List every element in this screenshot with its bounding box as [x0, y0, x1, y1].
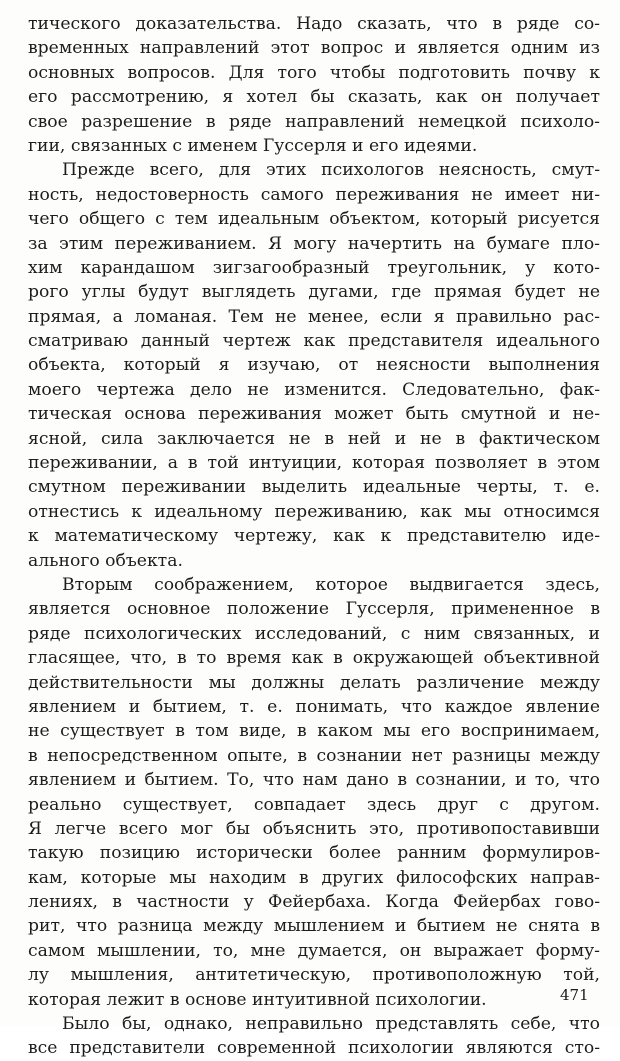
text-line: смутном переживании выделить идеальные черты, т. е.: [28, 477, 600, 498]
text-line: Прежде всего, для этих психологов неясность, смут-: [62, 160, 600, 181]
text-line: сматриваю данный чертеж как представителя идеального: [28, 331, 600, 352]
text-line: ность, недостоверность самого переживания не имеет ни-: [28, 184, 600, 205]
text-line: ясной, сила заключается не в ней и не в фактическом: [28, 428, 600, 449]
text-line: моего чертежа дело не изменится. Следовательно, фак-: [28, 379, 600, 400]
text-line: является основное положение Гуссерля, примененное в: [28, 599, 600, 620]
text-line: действительности мы должны делать различение между: [28, 672, 600, 693]
text-line: рит, что разница между мышлением и бытием не снята в: [28, 916, 600, 937]
text-line: реально существует, совпадает здесь друг с другом.: [28, 794, 600, 815]
text-line: ального объекта.: [28, 550, 183, 571]
text-line: отнестись к идеальному переживанию, как мы относимся: [28, 501, 600, 522]
text-line: свое разрешение в ряде направлений немецкой психоло-: [28, 111, 600, 132]
text-line: которая лежит в основе интуитивной психологии.: [28, 989, 487, 1010]
text-line: Было бы, однако, неправильно представлять себе, что: [62, 1014, 600, 1035]
text-line: самом мышлении, то, мне думается, он выражает форму-: [28, 940, 600, 961]
text-line: его рассмотрению, я хотел бы сказать, как он получает: [28, 87, 600, 108]
text-line: гии, связанных с именем Гуссерля и его идеями.: [28, 135, 478, 156]
text-line: прямая, а ломаная. Тем не менее, если я правильно рас-: [28, 306, 600, 327]
text-line: временных направлений этот вопрос и является одним из: [28, 38, 600, 59]
text-line: все представители современной психологии являются сто-: [28, 1038, 600, 1059]
text-line: гласящее, что, в то время как в окружающей объективной: [28, 648, 600, 669]
page-number: 471: [560, 986, 589, 1004]
text-line: чего общего с тем идеальным объектом, который рисуется: [28, 209, 600, 230]
text-line: не существует в том виде, в каком мы его воспринимаем,: [28, 721, 600, 742]
text-line: явлением и бытием, т. е. понимать, что каждое явление: [28, 696, 600, 717]
text-line: Я легче всего мог бы объяснить это, противопоставивши: [28, 818, 600, 839]
text-line: кам, которые мы находим в других философских направ-: [28, 867, 600, 888]
text-line: тического доказательства. Надо сказать, что в ряде со-: [28, 14, 600, 34]
text-line: переживании, а в той интуиции, которая позволяет в этом: [28, 453, 600, 474]
text-line: явлением и бытием. То, что нам дано в сознании, и то, что: [28, 770, 600, 791]
text-line: такую позицию исторически более ранним формулиров-: [28, 843, 600, 864]
body-text: [28, 12, 600, 1061]
text-line: тическая основа переживания может быть смутной и не-: [28, 404, 600, 425]
text-line: хим карандашом зигзагообразный треугольник, у кото-: [28, 257, 600, 278]
text-line: основных вопросов. Для того чтобы подготовить почву к: [28, 62, 600, 83]
text-line: ряде психологических исследований, с ним связанных, и: [28, 623, 600, 644]
text-line: в непосредственном опыте, в сознании нет разницы между: [28, 745, 600, 766]
text-line: за этим переживанием. Я могу начертить на бумаге пло-: [28, 233, 600, 254]
text-line: рого углы будут выглядеть дугами, где прямая будет не: [28, 282, 600, 303]
text-line: лениях, в частности у Фейербаха. Когда Фейербах гово-: [28, 892, 600, 913]
text-line: Вторым соображением, которое выдвигается здесь,: [62, 574, 600, 595]
text-line: объекта, который я изучаю, от неясности выполнения: [28, 355, 600, 376]
text-line: к математическому чертежу, как к представителю иде-: [28, 526, 600, 547]
text-line: лу мышления, антитетическую, противоположную той,: [28, 965, 600, 986]
